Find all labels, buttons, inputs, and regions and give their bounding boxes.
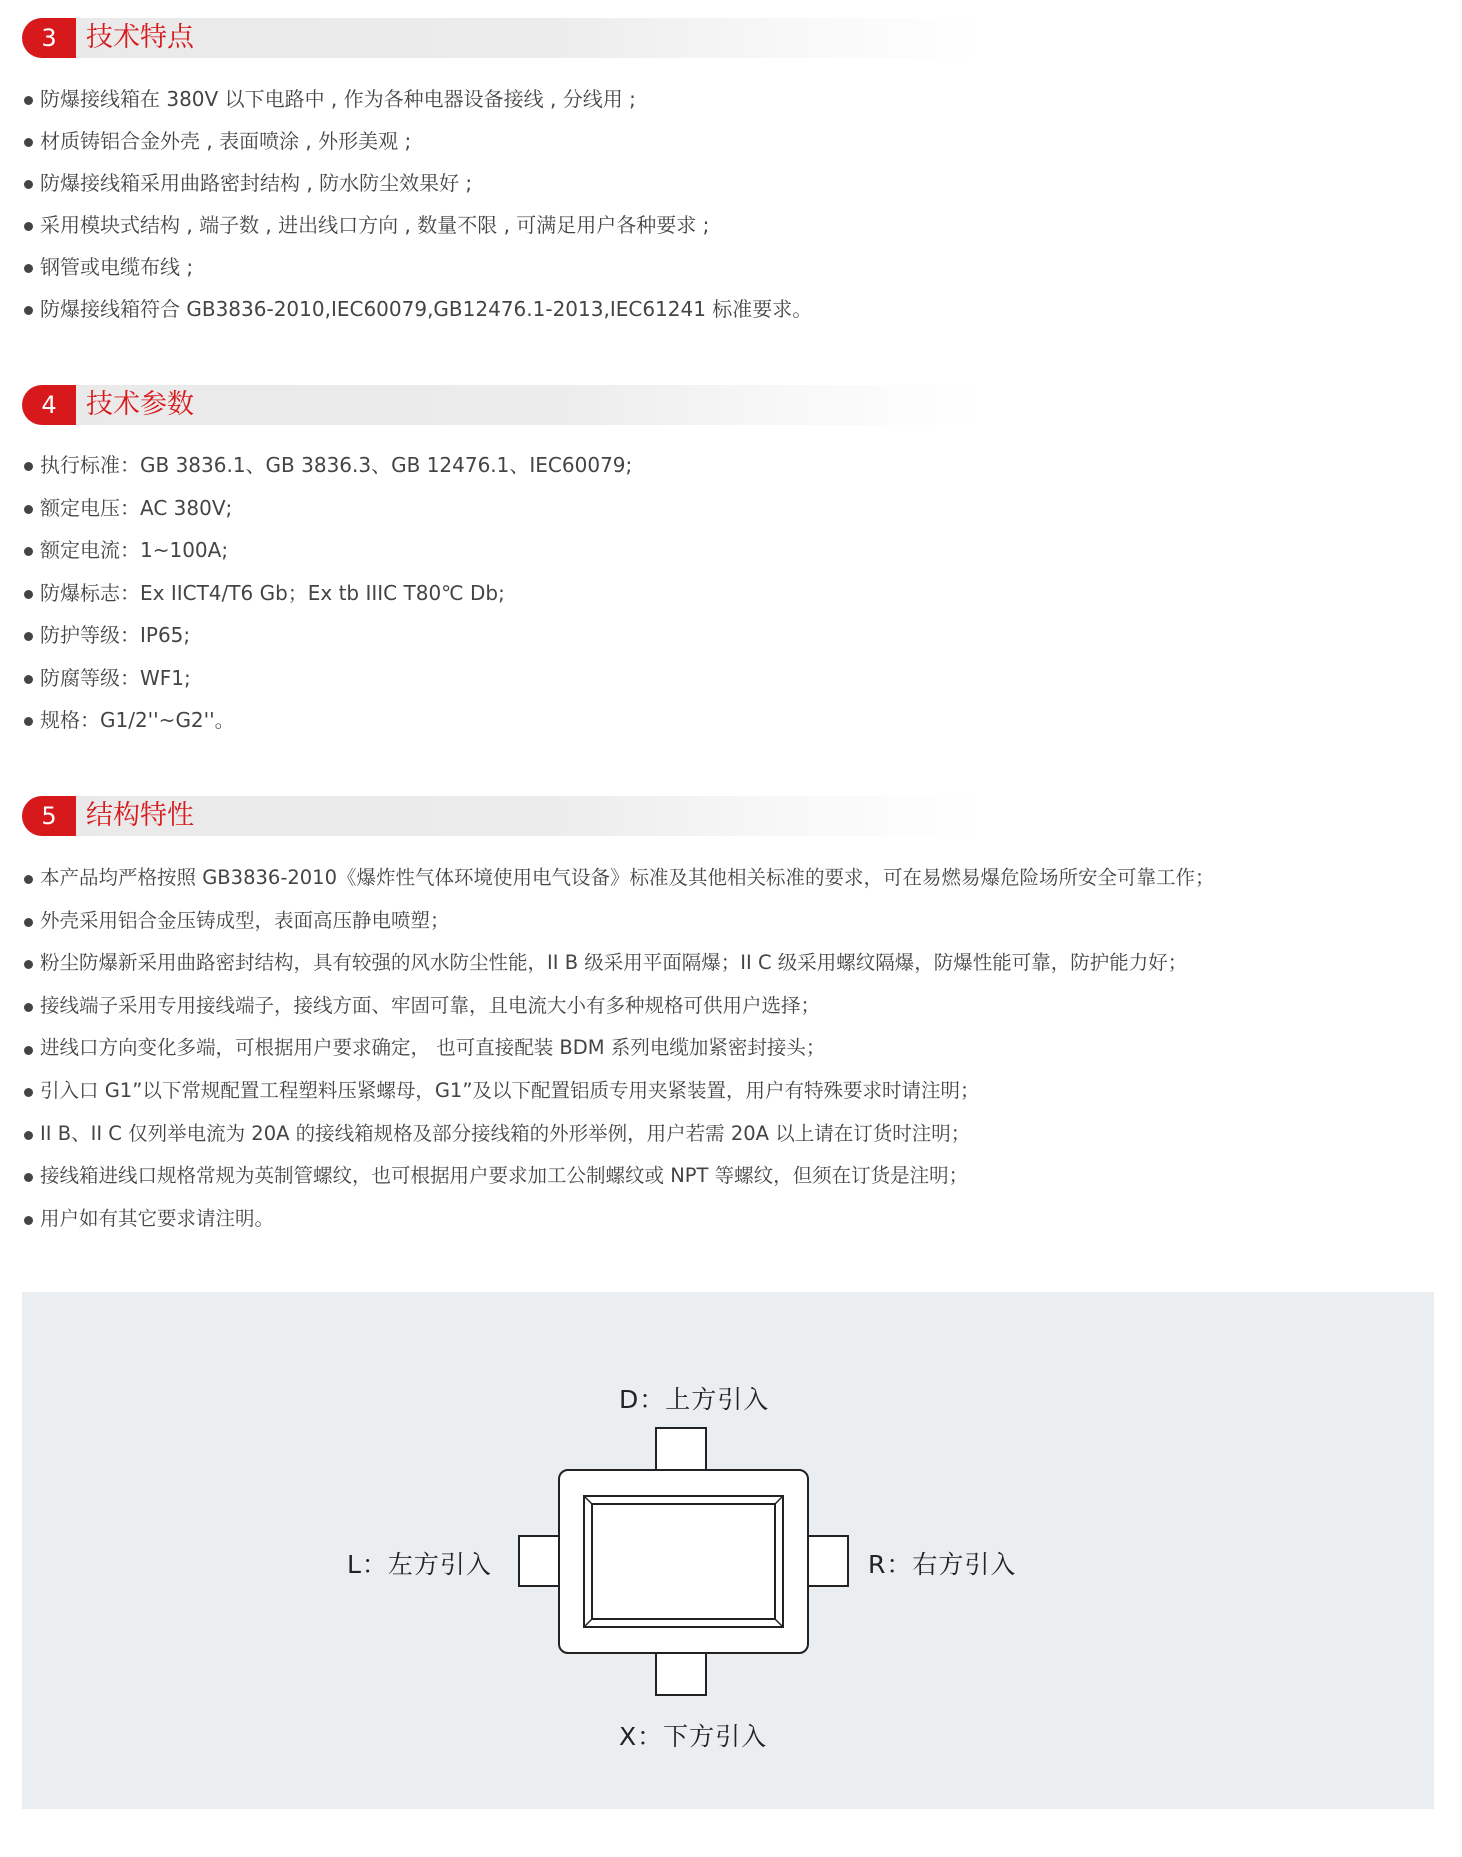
bullet-icon xyxy=(24,547,33,556)
top-entry-stub xyxy=(656,1428,706,1472)
list-item: 接线箱进线口规格常规为英制管螺纹，也可根据用户要求加工公制螺纹或 NPT 等螺纹，但须在订货是注明； xyxy=(24,1155,1214,1198)
bullet-icon xyxy=(24,918,33,927)
list-item: 防爆接线箱在 380V 以下电路中 , 作为各种电器设备接线 , 分线用 ; xyxy=(24,78,812,120)
bullet-icon xyxy=(24,1173,33,1182)
bullet-icon xyxy=(24,462,33,471)
top-entry-label: D：上方引入 xyxy=(619,1385,770,1414)
list-item: 防爆接线箱符合 GB3836-2010,IEC60079,GB12476.1-2013,IEC61241 标准要求。 xyxy=(24,288,812,330)
right-entry-stub xyxy=(808,1536,848,1586)
section-title: 技术参数 xyxy=(86,389,194,420)
list-item: II B、II C 仅列举电流为 20A 的接线箱规格及部分接线箱的外形举例，用户若需 20A 以上请在订货时注明； xyxy=(24,1113,1214,1156)
bottom-entry-stub xyxy=(656,1651,706,1695)
list-item: 规格：G1/2''~G2''。 xyxy=(24,699,632,742)
bullet-icon xyxy=(24,717,33,726)
section-number: 3 xyxy=(22,18,76,58)
list-item: 钢管或电缆布线 ; xyxy=(24,246,812,288)
bullet-icon xyxy=(24,222,33,231)
left-entry-stub xyxy=(519,1536,559,1586)
box-cover-inner xyxy=(592,1504,775,1619)
section-title: 结构特性 xyxy=(86,800,194,831)
list-item: 额定电流：1~100A; xyxy=(24,529,632,572)
list-item: 引入口 G1”以下常规配置工程塑料压紧螺母，G1”及以下配置铝质专用夹紧装置，用户有特殊要求时请注明； xyxy=(24,1070,1214,1113)
section-header xyxy=(22,18,982,58)
param-list xyxy=(24,444,632,742)
bottom-entry-label: X：下方引入 xyxy=(619,1722,768,1751)
bullet-icon xyxy=(24,1131,33,1140)
entry-direction-diagram xyxy=(22,1292,1434,1809)
bullet-icon xyxy=(24,264,33,273)
left-entry-label: L：左方引入 xyxy=(347,1550,492,1579)
bullet-icon xyxy=(24,960,33,969)
list-item: 本产品均严格按照 GB3836-2010《爆炸性气体环境使用电气设备》标准及其他相关标准的要求，可在易燃易爆危险场所安全可靠工作； xyxy=(24,857,1214,900)
list-item: 防护等级：IP65; xyxy=(24,614,632,657)
list-item: 用户如有其它要求请注明。 xyxy=(24,1198,1214,1241)
list-item: 材质铸铝合金外壳 , 表面喷涂 , 外形美观 ; xyxy=(24,120,812,162)
bullet-icon xyxy=(24,1088,33,1097)
structure-list xyxy=(24,857,1214,1240)
list-item: 外壳采用铝合金压铸成型，表面高压静电喷塑； xyxy=(24,900,1214,943)
bullet-icon xyxy=(24,590,33,599)
bullet-icon xyxy=(24,96,33,105)
list-item: 采用模块式结构 , 端子数 , 进出线口方向 , 数量不限 , 可满足用户各种要求 ; xyxy=(24,204,812,246)
section-number: 4 xyxy=(22,385,76,425)
bullet-icon xyxy=(24,1216,33,1225)
bullet-icon xyxy=(24,306,33,315)
list-item: 执行标准：GB 3836.1、GB 3836.3、GB 12476.1、IEC60079; xyxy=(24,444,632,487)
bullet-icon xyxy=(24,1003,33,1012)
bullet-icon xyxy=(24,675,33,684)
right-entry-label: R：右方引入 xyxy=(868,1550,1017,1579)
bullet-icon xyxy=(24,138,33,147)
bullet-icon xyxy=(24,505,33,514)
list-item: 粉尘防爆新采用曲路密封结构，具有较强的风水防尘性能，II B 级采用平面隔爆；II C 级采用螺纹隔爆，防爆性能可靠，防护能力好； xyxy=(24,942,1214,985)
list-item: 接线端子采用专用接线端子，接线方面、牢固可靠，且电流大小有多种规格可供用户选择； xyxy=(24,985,1214,1028)
bullet-icon xyxy=(24,875,33,884)
bullet-icon xyxy=(24,1046,33,1055)
section-title: 技术特点 xyxy=(86,22,194,53)
bullet-icon xyxy=(24,180,33,189)
section-number: 5 xyxy=(22,796,76,836)
feature-list xyxy=(24,78,812,330)
list-item: 防爆标志：Ex IICT4/T6 Gb；Ex tb IIIC T80℃ Db; xyxy=(24,572,632,615)
bullet-icon xyxy=(24,632,33,641)
list-item: 防腐等级：WF1; xyxy=(24,657,632,700)
list-item: 进线口方向变化多端，可根据用户要求确定， 也可直接配装 BDM 系列电缆加紧密封接头； xyxy=(24,1027,1214,1070)
list-item: 防爆接线箱采用曲路密封结构 , 防水防尘效果好 ; xyxy=(24,162,812,204)
section-header xyxy=(22,385,982,425)
list-item: 额定电压：AC 380V; xyxy=(24,487,632,530)
section-header xyxy=(22,796,982,836)
